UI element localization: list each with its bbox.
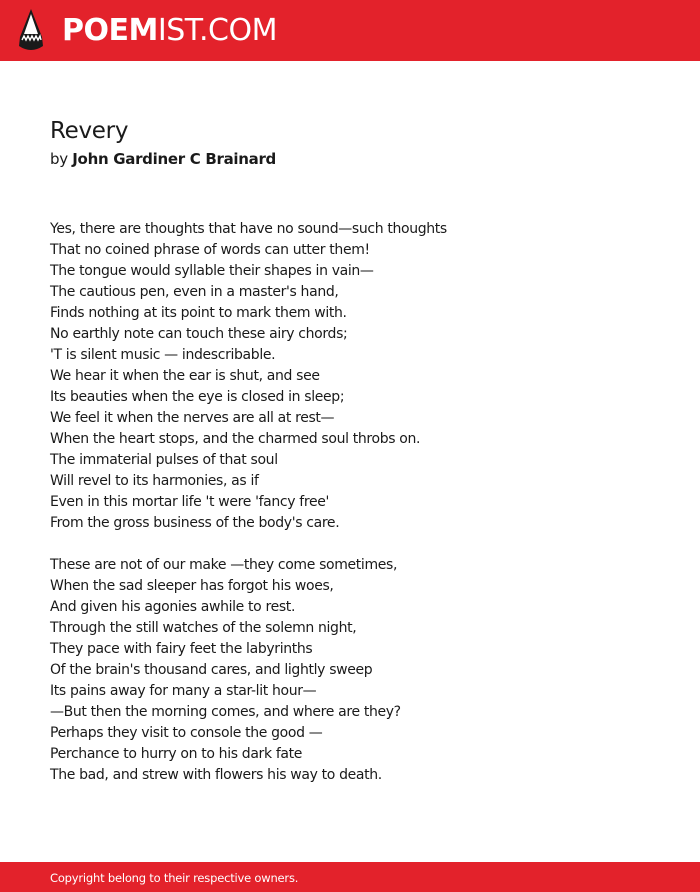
poem-line: Perchance to hurry on to his dark fate — [50, 746, 303, 762]
poem-line: These are not of our make —they come sometimes, — [50, 557, 398, 573]
poem-stanza — [50, 555, 650, 786]
site-header — [0, 0, 700, 61]
poem-line: From the gross business of the body's care. — [50, 515, 340, 531]
poem-line: Of the brain's thousand cares, and lightly sweep — [50, 662, 373, 678]
poem-line: The cautious pen, even in a master's hand, — [50, 284, 339, 300]
poem-line: Its beauties when the eye is closed in sleep; — [50, 389, 345, 405]
poem-line: We feel it when the nerves are all at rest— — [50, 410, 335, 426]
site-footer — [0, 862, 700, 892]
poem-line: When the heart stops, and the charmed soul throbs on. — [50, 431, 421, 447]
copyright-notice: Copyright belong to their respective owners. — [50, 871, 299, 885]
poem-line: The immaterial pulses of that soul — [50, 452, 278, 468]
poem-line: They pace with fairy feet the labyrinths — [50, 641, 313, 657]
by-label: by — [50, 150, 68, 168]
poem-body — [50, 219, 650, 807]
poem-line: —But then the morning comes, and where are they? — [50, 704, 401, 720]
poem-author: John Gardiner C Brainard — [72, 150, 276, 168]
poem-line: Finds nothing at its point to mark them with. — [50, 305, 347, 321]
pencil-tip-icon[interactable] — [18, 9, 44, 52]
poem-line: We hear it when the ear is shut, and see — [50, 368, 320, 384]
poem-line: Yes, there are thoughts that have no sound—such thoughts — [50, 221, 447, 237]
site-logo[interactable] — [62, 13, 277, 49]
poem-line: No earthly note can touch these airy chords; — [50, 326, 348, 342]
poem-line: And given his agonies awhile to rest. — [50, 599, 296, 615]
poem-line: Will revel to its harmonies, as if — [50, 473, 259, 489]
poem-line: When the sad sleeper has forgot his woes, — [50, 578, 334, 594]
poem-line: Through the still watches of the solemn night, — [50, 620, 357, 636]
poem-title: Revery — [50, 118, 129, 144]
poem-line: 'T is silent music — indescribable. — [50, 347, 276, 363]
logo-light-text: IST.COM — [157, 13, 277, 48]
poem-line: Even in this mortar life 't were 'fancy free' — [50, 494, 330, 510]
poem-byline — [50, 148, 276, 170]
poem-line: That no coined phrase of words can utter them! — [50, 242, 370, 258]
poem-line: Its pains away for many a star-lit hour— — [50, 683, 317, 699]
poem-line: Perhaps they visit to console the good — — [50, 725, 323, 741]
poem-stanza — [50, 219, 650, 534]
logo-bold-text: POEM — [62, 13, 158, 48]
poem-line: The tongue would syllable their shapes in vain— — [50, 263, 374, 279]
poem-line: The bad, and strew with flowers his way to death. — [50, 767, 382, 783]
